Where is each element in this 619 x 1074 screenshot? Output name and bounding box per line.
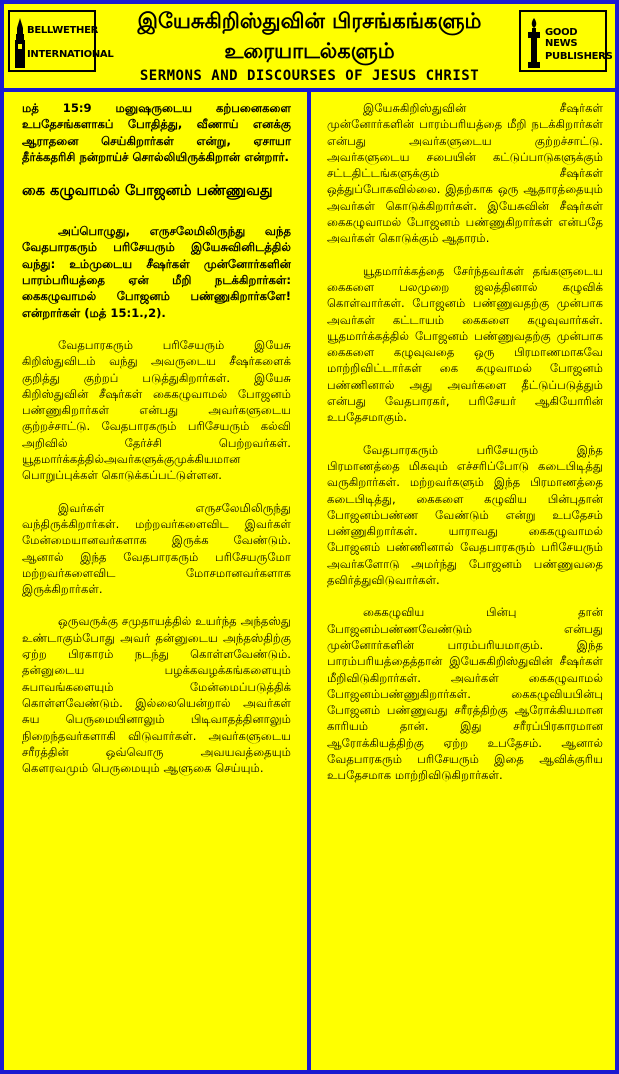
left-paragraph-2: இவர்கள் எருசலேமிலிருந்து வந்திருக்கிறார்கள். மற்றவர்களைவிட இவர்கள் மேன்மையானவர்களாக இருக்க வேண்டும். ஆனால் இந்த வேதபாரகரும் பரிசேயருமோ மற்றவர்களைவிட மோசமானவர்களாக இருக்கிறார்கள். xyxy=(22,500,291,597)
right-paragraph-4: கைகழுவிய பின்பு தான் போஜனம்பண்ணவேண்டும் என்பது முன்னோர்களின் பாரம்பரியமாகும். இந்த பாரம்பரியத்தைத்தான் இயேசுகிறிஸ்துவின் சீஷர்கள் மீறிவிடுகிறார்கள். அவர்கள் கைகழுவாமல் போஜனம்பண்ணுகிறார்கள். கைகழுவியபின்பு போஜனம் பண்ணுவது சரீரத்திற்கு ஆரோக்கியமான காரியம் தான். இது சரீரப்பிரகாரமான ஆரோக்கியத்திற்கு ஏற்ற உபதேசம். ஆனால் வேதபாரகரும் பரிசேயரும் இதை ஆவிக்குரிய உபதேசமாக மாற்றிவிடுகிறார்கள். xyxy=(327,605,603,783)
bellwether-logo xyxy=(8,10,114,72)
title-tamil-line1: இயேசுகிறிஸ்துவின் பிரசங்கங்களும் xyxy=(137,9,482,33)
scripture-passage: அப்பொழுது, எருசலேமிலிருந்து வந்த வேதபாரகரும் பரிசேயரும் இயேசுவினிடத்தில் வந்து: உம்முடைய சீஷர்கள் முன்னோர்களின் பாரம்பரியத்தை ஏன் மீறி நடக்கிறார்கள்: கைகழுவாமல் போஜனம் பண்ணுகிறார்களே! என்றார்கள் (மத் 15:1.,2). xyxy=(22,224,291,320)
right-paragraph-1: இயேசுகிறிஸ்துவின் சீஷர்கள் முன்னோர்களின் பாரம்பரியத்தை மீறி நடக்கிறார்கள் என்பது அவர்களுடைய குற்றச்சாட்டு. அவர்களுடைய சபையின் கட்டுப்பாடுகளுக்கும் சட்டதிட்டங்களுக்கும் சீஷர்கள் ஒத்துப்போகவில்லை. இதற்காக ஒரு ஆதாரத்தையும் அவர்கள் கொடுக்கிறார்கள். இயேசுவின் சீஷர்கள் கைகழுவாமல் போஜனம் பண்ணுகிறார்கள் என்பதே அவர்கள் கொடுக்கும் ஆதாரம். xyxy=(327,101,603,246)
section-heading: கை கழுவாமல் போஜனம் பண்ணுவது xyxy=(22,183,273,200)
good-news-logo xyxy=(519,10,613,72)
right-paragraph-3: வேதபாரகரும் பரிசேயரும் இந்த பிரமாணத்தை மிகவும் எச்சரிப்போடு கடைபிடித்து வருகிறார்கள். மற்றவர்களும் இந்த பிரமாணத்தை கடைபிடித்து, கைகளை கழுவிய பின்புதான் போஜனம்பண்ண வேண்டும் என்று உபதேசம் பண்ணுகிறார்கள். யாராவது கைகழுவாமல் போஜனம் பண்ணினால் வேதபாரகரும் பரிசேயரும் அவர்களோடு அமர்ந்து போஜனம் பண்ணுவதை தவிர்த்துவிடுவார்கள். xyxy=(327,442,603,588)
logo-left-line2: INTERNATIONAL xyxy=(27,49,114,60)
page-title-english: SERMONS AND DISCOURSES OF JESUS CHRIST xyxy=(139,68,480,84)
title-tamil-line2: உரையாடல்களும் xyxy=(224,39,395,63)
right-paragraph-2: யூதமார்க்கத்தை சேர்ந்தவர்கள் தங்களுடைய கைகளை பலமுறை ஜலத்தினால் கழுவிக் கொள்வார்கள். போஜனம் பண்ணுவதற்கு முன்பாக அவர்கள் கட்டாயம் கைகளை கழுவுவார்கள். யூதமார்க்கத்தில் போஜனம் பண்ணுவதற்கு முன்பாக கைகளை கழுவுவதை ஒரு பிரமாணமாகவே மாற்றிவிட்டார்கள் கை கழுவாமல் போஜனம் பண்ணினால் அது அவர்களை தீட்டுப்படுத்தும் என்பது வேதபாரகர், பரிசேயர் ஆகியோரின் உபதேசமாகும். xyxy=(327,263,603,425)
logo-right-line1: GOOD NEWS xyxy=(545,27,578,49)
logo-right-line2: PUBLISHERS xyxy=(545,51,613,62)
left-column xyxy=(4,92,307,1070)
page-title-tamil xyxy=(104,6,515,66)
left-paragraph-1: வேதபாரகரும் பரிசேயரும் இயேசு கிறிஸ்துவிடம் வந்து அவருடைய சீஷர்களைக் குறித்து குற்றப் படுத்துகிறார்கள். இயேசு கிறிஸ்துவின் சீஷர்கள் கைகழுவாமல் போஜனம் பண்ணுகிறார்கள் என்பது அவர்களுடைய குற்றச்சாட்டு. வேதபாரகரும் பரிசேயரும் கல்வி அறிவில் தேர்ச்சி பெற்றவர்கள். யூதமார்க்கத்தில்அவர்களுக்குமுக்கியமான பொறுப்புக்கள் கொடுக்கப்பட்டுள்ளன. xyxy=(22,337,291,483)
logo-left-line1: BELLWETHER xyxy=(27,25,99,36)
right-column xyxy=(311,92,615,1070)
page-header xyxy=(4,4,615,88)
left-paragraph-3: ஒருவருக்கு சமுதாயத்தில் உயர்ந்த அந்தஸ்து உண்டாகும்போது அவர் தன்னுடைய அந்தஸ்திற்கு ஏற்ற பிரகாரம் நடந்து கொள்ளவேண்டும். தன்னுடைய பழக்கவழக்கங்களையும் சுபாவங்களையும் மேன்மைப்படுத்திக் கொள்ளவேண்டும். இல்லையென்றால் அவர்கள் சுய பெருமையினாலும் பிடிவாதத்தினாலும் நிறைந்தவர்களாகி விடுவார்கள். அவர்களுடைய சரீரத்தின் ஒவ்வொரு அவயவத்தையும் கௌரவமும் பெருமையும் ஆளுகை செய்யும். xyxy=(22,614,291,776)
intro-quote: மத் 15:9 மனுஷருடைய கற்பனைகளை உபதேசங்களாகப் போதித்து, வீணாய் எனக்கு ஆராதனை செய்கிறார்கள் என்று, ஏசாயா தீர்க்கதரிசி நன்றாய்ச் சொல்லியிருக்கிறான் என்றார். xyxy=(22,101,291,164)
lamp-icon xyxy=(527,18,541,68)
bell-tower-icon xyxy=(14,18,26,68)
